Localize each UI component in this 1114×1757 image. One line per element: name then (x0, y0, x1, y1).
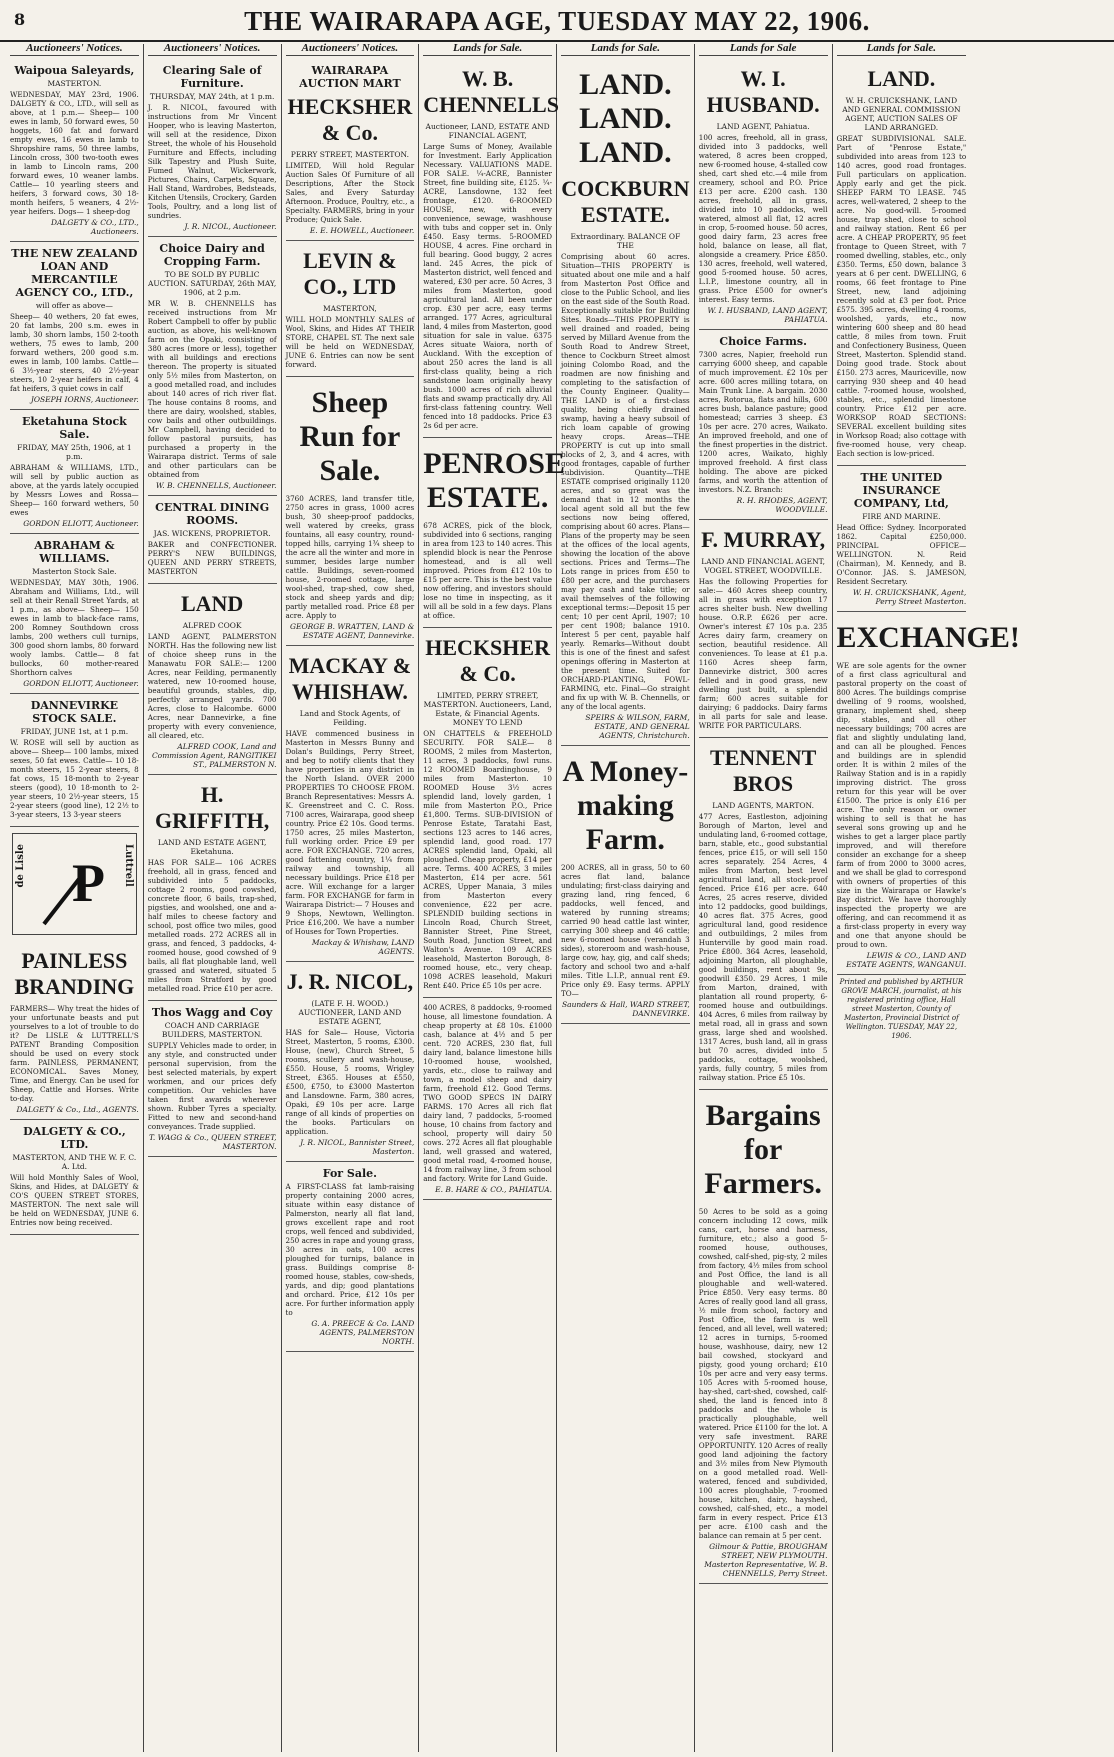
advertisement (286, 241, 415, 377)
advertisement (148, 59, 277, 237)
ad-title: Thos Wagg and Coy (151, 1006, 273, 1019)
advertisement (561, 746, 690, 1024)
ad-heading: PAINLESS BRANDING (14, 948, 135, 999)
ad-title: For Sale. (322, 1167, 377, 1180)
ad-body: LAND AGENT, PALMERSTON NORTH. Has the following new list of choice sheep runs in the Manawatu FOR SALE:— 1200 Acres, near Feilding, permanently watered, new 10-roomed house, beautiful grounds, stables, dip, perfectly arranged yards. 700 Acres, close to Halcombe. 6000 Acres, near Dannevirke, a fine property with every convenience, all cleared, etc. (147, 632, 277, 740)
ad-signature: ALFRED COOK, Land and Commission Agent, RANGITIKEI ST., PALMERSTON N. (151, 742, 277, 769)
column-header: Auctioneers' Notices. (10, 44, 139, 56)
advertisement (286, 59, 415, 241)
masthead (0, 0, 1114, 42)
ad-body: J. R. NICOL, favoured with instructions from Mr Vincent Hooper, who is leaving Masterton, will sell at the residence, Dixon Street, the whole of his Household Furniture and Effects, including Silk Tapestry and Plush Suite, Fumed Walnut, Wickerwork, Pictures, Chairs, Carpets, Square, Hall Stand, Wardrobes, Bedsteads, Kitchen Utensils, Crockery, Garden Tools, Poultry, and a long list of sundries. (147, 103, 277, 220)
ad-body: A FIRST-CLASS fat lamb-raising property containing 2000 acres, situate within easy distance of Palmerston, nearly all flat land, grows excellent rape and root crops, well fenced and subdivided, 250 acres in rape and young grass, 30 acres in oats, 100 acres ploughed for turnips, balance in grass. Buildings comprise 8-roomed house, stables, cow-sheds, yards, and dip; good plantations and orchard. Price, £12 10s per acre. For further information apply to (285, 1182, 415, 1317)
column-header: Lands for Sale. (561, 44, 690, 56)
ad-title: THE UNITED INSURANCE COMPANY, Ltd, (853, 471, 949, 510)
advertisement (10, 59, 139, 242)
ad-heading: W. B. CHENNELLS (423, 66, 559, 117)
ad-subtitle: FRIDAY, MAY 25th, 1906, at 1 p.m. (17, 443, 132, 461)
ad-body: 3760 ACRES, land transfer title, 2750 acres in grass, 1000 acres bush, 30 sheep-proof paddocks, well watered by creeks, grass fountains, all easy country, round-topped hills, carrying 1¾ sheep to the acre all the winter and more in summer, besides large number cattle. Buildings, seven-roomed house, 2-roomed cottage, large wool-shed, trap-shed, cow shed, stock and sheep yards and dip; partly metalled road. Price £8 per acre. Apply to (285, 494, 415, 620)
newspaper-title: THE WAIRARAPA AGE, TUESDAY MAY 22, 1906. (244, 6, 870, 36)
ad-subtitle: MASTERTON, AND THE W. F. C. A. Ltd. (12, 1153, 137, 1171)
ad-signature: GORDON ELIOTT, Auctioneer. (23, 679, 139, 688)
ad-subtitle: LIMITED, PERRY STREET, MASTERTON. Auctioneers, Land, Estate, & Financial Agents. MONEY TO LEND (423, 691, 552, 727)
ad-body: WILL HOLD MONTHLY SALES of Wool, Skins, and Hides AT THEIR STORE, CHAPEL ST. The next sale will be held on WEDNESDAY, JUNE 6. Entries can now be sent forward. (285, 315, 415, 369)
ad-title: THE NEW ZEALAND LOAN AND MERCANTILE AGENCY CO., LTD., (11, 247, 138, 299)
ad-signature: GORDON ELIOTT, Auctioneer. (23, 519, 139, 528)
column-4 (419, 42, 565, 1752)
ad-body: Will hold Monthly Sales of Wool, Skins, and Hides, at DALGETY & CO'S QUEEN STREET STORES, MASTERTON. The next sale will be held on WEDNESDAY, JUNE 6. Entries now being received. (10, 1173, 139, 1227)
ad-body: WEDNESDAY, MAY 23rd, 1906. DALGETY & CO., LTD., will sell as above, at 1 p.m.— Sheep— 100 ewes in lamb, 50 forward ewes, 50 hoggets, 160 fat and forward empty ewes, 16 ewes in lamb to Shropshire rams, 50 three lambs, Lincoln cross, 300 two-tooth ewes in lamb to Lincoln rams, 200 forward ewes, 10 weaner lambs. Cattle— 10 yearling steers and heifers, 3 forward cows, 30 18-month heifers, 5 weaners, 4 2½-year heifers. Dogs— 1 sheep-dog (10, 90, 139, 216)
brand-label-right: Luttrell (122, 844, 134, 887)
ad-body: 100 acres, freehold, all in grass, divided into 3 paddocks, well watered, 8 acres been cropped, new 6-roomed house, 4-stalled cow shed, cart shed etc.—4 mile from creamery, school and P.O. Price £13 per acre. £200 cash. 130 acres, freehold, all in grass, divided into 10 paddocks, well watered, almost all flat, 12 acres in crop, 5-roomed house. 50 acres, good dairy farm, 23 acres free hold, balance on lease, all flat, alongside a creamery. Price £850. 130 acres, freehold, well watered, good 5-roomed house. 50 acres, L.I.P., limestone country, all in grass. Price £500 for owner's interest. Easy terms. (698, 133, 828, 304)
ad-body: Comprising about 60 acres. Situation—THIS PROPERTY is situated about one mile and a half from Masterton Post Office and close to the Public School, and lies on the east side of the South Road. Exceptionally suitable for Building Sites. Roads—THIS PROPERTY is well drained and roaded, being served by Millard Avenue from the South Road to Andrew Street, thence to Cockburn Street almost joining Colombo Road, and the roadmen are now finishing and completing to the satisfaction of the County Engineer. Quality—THE LAND is of a first-class quality, being chiefly drained swamp, having a heavy subsoil of rich loam capable of growing heavy crops. Areas—THE PROPERTY is cut up into small blocks of 2, 3, and 4 acres, with good frontages, capable of further subdivision. Quantity—THE ESTATE comprised originally 1120 acres, and so great was the demand that in 12 months the local agent sold all but the few sections now being offered, comprising about 60 acres. Plans—Plans of the property may be seen at the offices of the local agents, showing the location of the above sections. Prices and Terms—The Lots range in prices from £50 to £80 per acre, and the purchasers may pay cash and take title; or avail themselves of the following exceptional terms:—Deposit 15 per cent; 10 per cent April, 1907; 10 per cent 1908; balance 1910. Interest 5 per cent, payable half yearly. Remarks—Without doubt this is one of the finest and safest openings offering in Masterton at the present time. Suited for ORCHARD-PLANTING, FOWL-FARMING, etc. Final—Go straight and fix up with W. B. Chennells, or any of the local agents. (561, 252, 690, 711)
ad-heading: COCKBURN ESTATE. (561, 176, 690, 227)
ad-heading: J. R. NICOL, (286, 969, 414, 994)
advertisement (699, 59, 828, 330)
ad-body: Head Office: Sydney. Incorporated 1862. Capital £250,000. PRINCIPAL OFFICE—WELLINGTON. N. Reid (Chairman), M. Kennedy, and B. O'Connor. JAS. S. JAMESON, Resident Secretary. (836, 523, 967, 586)
ad-subtitle: LAND AGENTS, MARTON. (712, 801, 814, 810)
ad-subtitle: W. H. CRUICKSHANK, LAND AND GENERAL COMMISSION AGENT, AUCTION SALES OF LAND ARRANGED. (842, 96, 961, 132)
column-2 (144, 44, 282, 1752)
advertisement (10, 534, 139, 694)
ad-title: Choice Farms. (719, 335, 807, 348)
ad-signature: GEORGE B. WRATTEN, LAND & ESTATE AGENT, Dannevirke. (289, 622, 415, 640)
advertisement (699, 1090, 828, 1584)
ad-subtitle: FIRE AND MARINE. (862, 512, 941, 521)
advertisement (561, 59, 690, 746)
ad-body: 400 ACRES, 8 paddocks, 9-roomed house, all limestone foundation. A cheap property at £8 10s. £1000 cash, balance at 4½ and 5 per cent. 720 ACRES, 230 flat, full dairy land, balance limestone hills 10-roomed house, woolshed, yards, etc., close to railway and town, a model sheep and dairy farm, freehold £12. Good Terms. TWO GOOD SPECS IN DAIRY FARMS. 170 Acres all rich flat dairy land, 7 paddocks, 5-roomed house, 10 chains from factory and school, property will dairy 50 cows. 272 Acres all flat ploughable land, well grassed and watered, good metal road, 4-roomed house, 14 from railway line, 3 from school and factory. Write for Land Guide. (423, 1003, 552, 1183)
ad-heading: W. I. HUSBAND. (706, 66, 820, 117)
ad-subtitle: LAND AND ESTATE AGENT, Eketahuna. (157, 838, 267, 856)
advertisement (423, 998, 552, 1200)
advertisement (10, 1120, 139, 1235)
ad-title: Waipoua Saleyards, (14, 64, 135, 77)
ad-body: GREAT SUBDIVISIONAL SALE. Part of "Penrose Estate," subdivided into areas from 123 to 140 acres, good road frontages. Full particulars on application. Apply early and get the pick. SHEEP FARM TO LEASE. 745 acres, well-watered, 2 sheep to the acre. No good-will. 5-roomed house, trap shed, close to school and railway station. Rent £6 per acre. A CHEAP PROPERTY, 95 feet frontage to Queen Street, with 7 roomed dwelling, stables, etc., only £350. Terms, £50 down, balance 3 years at 6 per cent. DWELLING, 6 rooms, 66 feet frontage to Pine Street, new, land adjoining recently sold at £3 per foot. Price £575. 395 acres, dwelling 4 rooms, woolshed, yards, etc., now wintering 600 sheep and 80 head cattle, 8 miles from town. Fruit and Confectionery Business, Queen Street, Masterton. Splendid stand. Doing good trade. Stock about £150. 273 acres, Mauriceville, now carrying 930 sheep and 40 head cattle. 7-roomed house, woolshed, stables, etc., splendid limestone country. Price £12 per acre. WORKSOP ROAD SECTIONS: SEVERAL excellent building sites in Worksop Road; also cottage with five-roomed house, very cheap. Each section is low-priced. (836, 134, 967, 458)
ad-body: HAS FOR SALE— 106 ACRES freehold, all in grass, fenced and subdivided into 5 paddocks, cottage 2 rooms, good cowshed, concrete floor, 6 bails, trap-shed, pigsties, and woolshed, one and a-half miles to cheese factory and school, post office two miles, good metalled roads. 272 ACRES all in grass, and fenced, 3 paddocks, 4-roomed house, good cowshed of 9 bails, all flat ploughable land, well grassed and watered, situated 5 miles from Stratford by good metalled road. Price £10 per acre. (147, 858, 277, 993)
ad-signature: E. E. HOWELL, Auctioneer. (309, 226, 415, 235)
ad-subtitle: THURSDAY, MAY 24th, at 1 p.m. (149, 92, 275, 101)
ad-title: DALGETY & CO., LTD. (23, 1125, 126, 1151)
ad-heading: LEVIN & CO., LTD (303, 248, 397, 299)
ad-subtitle: COACH AND CARRIAGE BUILDERS, MASTERTON. (161, 1021, 263, 1039)
ad-headline: PENROSE ESTATE. (423, 447, 565, 514)
advertisement (10, 242, 139, 410)
columns-container (6, 44, 1108, 1752)
ad-heading: HECKSHER & Co. (287, 94, 413, 145)
ad-signature: DALGETY & CO., LTD., Auctioneers. (50, 218, 139, 236)
advertisement (837, 466, 967, 612)
ad-title: Eketahuna Stock Sale. (21, 415, 127, 441)
ad-body: MR W. B. CHENNELLS has received instructions from Mr Robert Campbell to offer by public auction, as above, his well-known farm on the Opaki, consisting of 380 acres (more or less), together with all buildings and erections thereon. The property is situated only 5½ miles from Masterton, on a good metalled road, and includes about 140 acres of rich river flat. The house contains 8 rooms, and there are dairy, woolshed, stables, cow bails and other outbuildings. Mr Campbell, having decided to follow pastoral pursuits, has purchased a property in the Wairarapa district. Terms of sale and other particulars can be obtained from (147, 299, 277, 479)
column-header: Auctioneers' Notices. (286, 44, 415, 56)
svg-text:P: P (72, 853, 106, 913)
advertisement (699, 330, 828, 520)
ad-body: Has the following Properties for sale:— 460 Acres sheep country, all in grass with exception 17 acres shelter bush. New dwelling house. O.R.P. £626 per acre. Owner's interest £7 10s p.a. 235 Acres dairy farm, creamery on section, beautiful residence. All conveniences. To lease at £1 p.a. 1160 Acres sheep farm, Dannevirke district, 300 acres felled and in good grass, new dwelling just built, a splendid farm; 600 acres suitable for dairying; 6 paddocks. Dairy farms in all parts for sale and lease. WRITE FOR PARTICULARS. (698, 577, 828, 730)
ad-subtitle: (LATE F. H. WOOD.) AUCTIONEER, LAND AND ESTATE AGENT, (298, 999, 402, 1026)
advertisement (148, 237, 277, 496)
ad-headline: Sheep Run for Sale. (299, 386, 401, 487)
ad-headline: A Money-making Farm. (562, 755, 689, 856)
branding-illustration (12, 833, 137, 935)
ad-heading: MACKAY & WHISHAW. (288, 653, 412, 704)
advertisement (148, 1001, 277, 1157)
ad-subtitle: Auctioneer, LAND, ESTATE AND FINANCIAL AGENT, (425, 122, 550, 140)
ad-title: DANNEVIRKE STOCK SALE. (30, 699, 119, 725)
advertisement (10, 694, 139, 827)
advertisement (286, 962, 415, 1162)
ad-body: ON CHATTELS & FREEHOLD SECURITY. FOR SALE— 8 ROOMS, 2 miles from Masterton, 11 acres, 3 paddocks, fowl runs. 12 ROOMED Boardinghouse, 9 miles from Masterton. 10 ROOMED House 3½ acres splendid land, lovely garden, 1 mile from Masterton P.O., Price £1,800. Terms. SUB-DIVISION of Penrose Estate, Taratahi East, sections 123 acres to 146 acres, splendid land, good road. 177 ACRES splendid land, Opaki, all ploughed. Cheap property, £14 per acre. Terms. 400 ACRES, 3 miles Masterton, £14 per acre. 561 ACRES, Upper Manaia, 3 miles from Masterton every convenience, £22 per acre. SPLENDID building sections in Lincoln Road, Church Street, Bannister Street, Pine Street, South Road, Junction Street, and Walton's Avenue. 109 ACRES leasehold, Masterton Borough, 8-roomed house, etc., very cheap. 1098 ACRES leasehold, Makuri Rent £40. Price £5 10s per acre. (423, 729, 552, 990)
ad-subtitle: LAND AGENT, Pahiatua. (716, 122, 810, 131)
ad-subtitle: PERRY STREET, MASTERTON. (290, 150, 409, 159)
ad-body: 477 Acres, Eastleston, adjoining Borough of Marton, level and undulating land, 6-roomed cottage, barn, stable, etc., good substantial fences, price £15, or will sell 150 acres separately. 254 Acres, 4 miles from Marton, best level agricultural land, all stock-proof fenced. Price £16 per acre. 640 Acres, 25 acres reserve, divided into 12 paddocks, good buildings, 40 acres flat. 375 Acres, good agricultural land, good residence and outbuildings, 2 miles from Hunterville by good main road. Price £800. 364 Acres, leasehold, adjoining Marton, all ploughable, good buildings, rent about 9s, goodwill £350. 29 Acres, 1 mile from Marton, drained, with plantation all round property, 6-roomed house and outbuildings. 404 Acres, 6 miles from railway by metal road, all in grass and sown grass, large shed and woolshed. 1317 Acres, bush land, all in grass but 70 acres, divided into 5 paddocks, cottage, woolshed, yards, fully country, 5 miles from railway station. Price £5 10s. (698, 812, 828, 1082)
ad-heading: LAND. (867, 66, 936, 91)
ad-signature: J. R. NICOL, Bannister Street, Masterton. (300, 1138, 415, 1156)
ad-subtitle: Extraordinary. BALANCE OF THE (570, 232, 681, 250)
ad-signature: Saunders & Hall, WARD STREET, DANNEVIRKE. (561, 1000, 690, 1018)
ad-subtitle: FRIDAY, JUNE 1st, at 1 p.m. (20, 727, 129, 736)
ad-heading: TENNENT BROS (709, 745, 817, 796)
column-6 (695, 44, 833, 1752)
advertisement (286, 377, 415, 646)
ad-subtitle: MASTERTON, (322, 304, 377, 313)
advertisement (423, 59, 559, 438)
ad-subtitle: TO BE SOLD BY PUBLIC AUCTION. SATURDAY, 26th MAY, 1906, at 2 p.m. (147, 270, 277, 297)
ad-signature: W. H. CRUICKSHANK, Agent, Perry Street Masterton. (852, 588, 967, 606)
column-header: Lands for Sale (699, 44, 828, 56)
ad-title: Choice Dairy and Cropping Farm. (159, 242, 265, 268)
ad-signature: T. WAGG & Co., QUEEN STREET, MASTERTON. (148, 1133, 277, 1151)
advertisement (148, 584, 277, 775)
branding-iron-icon (34, 839, 114, 929)
advertisement (148, 496, 277, 584)
ad-heading: LAND (180, 591, 244, 616)
ad-body: HAVE commenced business in Masterton in Messrs Bunny and Dolan's Buildings, Perry Street, and beg to notify clients that they have properties in any district in the North Island. OVER 2000 PROPERTIES TO CHOOSE FROM. Branch Representatives: Messrs A. K. Greenstreet and C. C. Ross. 7100 acres, Wairarapa, good sheep country. Price £2 10s. Good terms. 1750 acres, 25 miles Masterton, full working order. Price £9 per acre. FOR EXCHANGE. 720 acres, good fattening country, 1¼ from railway and township, all necessary buildings. Price £18 per acre. Will exchange for a larger farm. FOR EXCHANGE for farm in Wairarapa District:— 7 Houses and 9 Shops, Newtown, Wellington. Price £16,200. We have a number of Houses for Town Properties. (285, 729, 415, 936)
ad-signature: R. H. RHODES, AGENT, WOODVILLE. (736, 496, 828, 514)
ad-subtitle: JAS. WICKENS, PROPRIETOR. (153, 529, 271, 538)
ad-body: Large Sums of Money, Available for Investment. Early Application Necessary. VALUATIONS MADE. FOR SALE. ¼-ACRE, Bannister Street, fine building site, £125. ¼-ACRE, Lansdowne, 132 feet frontage, £120. 6-ROOMED HOUSE, new, with every convenience, sewage, washhouse with tubs and copper set in. Only £450. Easy terms. 5-ROOMED HOUSE, 4 acres. Fine orchard in full bearing. Good buggy, 2 acres land. 245 Acres, the pick of Masterton district, well fenced and watered, £30 per acre. 50 Acres, 3 miles from Masterton, good agricultural land. All been under crop. £30 per acre, easy terms arranged. 177 Acres, agricultural land, 4 miles from Masterton, good situation for sale in value. 6375 Acres situate Waiora, north of Auckland. With the exception of about 250 acres the land is all first-class quality, being a rich sandstone loam originally heavy bush. 1000 acres of rich alluvial flats and swamp practically dry. All first-class fattening country. Well fenced into 18 paddocks. Price £3 2s 6d per acre. (423, 142, 552, 430)
ad-title: ABRAHAM & WILLIAMS. (34, 539, 115, 565)
ad-body: FARMERS— Why treat the hides of your unfortunate beasts and put yourselves to a lot of trouble to do it? De LISLE & LUTTRELL'S PATENT Branding Composition should be used on every stock farm. PAINLESS, PERMANENT, ECONOMICAL. Saves Money, Time, and Energy. Can be used for Sheep, Cattle and Horses. Write to-day. (10, 1004, 139, 1103)
ad-title: CENTRAL DINING ROOMS. (155, 501, 270, 527)
ad-signature: SPEIRS & WILSON, FARM, ESTATE, AND GENERAL AGENTS, Christchurch. (585, 713, 690, 740)
advertisement (423, 628, 552, 998)
column-5 (557, 44, 695, 1752)
ad-body: 200 ACRES, all in grass, 50 to 60 acres flat land, balance undulating; first-class dairying and grazing land, ring fenced, 6 paddocks, well fenced, and watered by running streams; carried 90 head cattle last winter, carrying 300 sheep and 46 cattle; new 6-roomed house (verandah 3 sides), storeroom and wash-house, large cow, hay, gig, and calf sheds; factory and school two and a-half miles. Title L.I.P., annual rent £9. Price only £9. Easy terms. APPLY TO— (561, 863, 690, 998)
imprint-footer: Printed and published by ARTHUR GROVE MARCH, journalist, at his registered printing office, Hall street Masterton, County of Masterton, Provincial District of Wellington. TUESDAY, MAY 22, 1906. (839, 978, 964, 1040)
ad-headline: LAND. LAND. LAND. (579, 68, 672, 169)
ad-body: W. ROSE will sell by auction as above— Sheep— 100 lambs, mixed sexes, 50 fat ewes. Cattle— 10 18-month steers, 15 2-year steers, 8 fat cows, 15 18-month to 2-year steers (good), 10 18-month to 2-year steers, 10 2½-year steers, 15 2-year steers (good line), 12 2½ to 3-year steers, 13 3-year steers (10, 738, 139, 819)
ad-subtitle: Land and Stock Agents, of Feilding. (299, 709, 400, 727)
advertisement (148, 775, 277, 1001)
ad-signature: W. I. HUSBAND, LAND AGENT, PAHIATUA. (707, 306, 828, 324)
ad-title: WAIRARAPA AUCTION MART (299, 64, 401, 90)
ad-body: 678 ACRES, pick of the block, subdivided into 6 sections, ranging in area from 123 to 140 acres. This splendid block is near the Penrose homestead, and is all well improved. Prices from £12 10s to £15 per acre. This is the best value now offering, and investors should lose no time in inspecting, as it will all be sold in a few days. Plans at office. (423, 521, 552, 620)
ad-signature: LEWIS & CO., LAND AND ESTATE AGENTS, WANGANUI. (846, 951, 967, 969)
ad-subtitle: LAND AND FINANCIAL AGENT, VOGEL STREET, WOODVILLE. (701, 557, 825, 575)
ad-heading: H. GRIFFITH, (154, 782, 270, 833)
brand-label-left: de Lisle (15, 844, 26, 888)
ad-signature: E. B. HARE & CO., PAHIATUA. (435, 1185, 552, 1194)
ad-signature: W. B. CHENNELLS, Auctioneer. (155, 481, 277, 490)
ad-headline: Bargains for Farmers. (704, 1099, 822, 1200)
column-1 (6, 44, 144, 1752)
ad-subtitle: ALFRED COOK (182, 621, 242, 630)
ad-body: 7300 acres, Napier, freehold run carrying 6000 sheep, and capable of much improvement. £2 10s per acre. 600 acres milling totara, on Main Trunk Line. A bargain. 2030 acres, Rotorua, flats and hills, 600 acres bush, balance pasture; good homestead; carries 3 sheep. £3 10s per acre. 270 acres, Waikato. An improved freehold, and one of the finest properties in the district. 1200 acres, Waikato, highly improved freehold. A first class holding. The above are picked farms, and worth the attention of investors. N.Z. Branch: (698, 350, 828, 494)
ad-body: HAS for Sale— House, Victoria Street, Masterton, 5 rooms, £300. House, (new), Church Street, 5 rooms, scullery and wash-house, £550. House, 5 rooms, Wrigley Street, £365. Houses at £550, £500, £750, to £3000 Masterton and Lansdowne. Farm, 380 acres, Opaki, £9 10s per acre. Large range of all kinds of properties on the books. Particulars on application. (285, 1028, 415, 1136)
column-7 (833, 42, 1020, 1752)
ad-subtitle: MASTERTON. (47, 79, 102, 88)
advertisement (10, 941, 139, 1120)
page-number: 8 (14, 10, 26, 29)
ad-signature: Gilmour & Pattie, BROUGHAM STREET, NEW PLYMOUTH. Masterton Representative, W. B. CHENNELLS, Perry Street. (704, 1542, 828, 1578)
advertisement (836, 612, 1020, 975)
ad-subtitle: Masterton Stock Sale. (32, 567, 117, 576)
ad-body: LIMITED, Will hold Regular Auction Sales Of Furniture of all Descriptions, After the Stock Sales, and Every Saturday Afternoon. Produce, Poultry, etc., a Specialty. FARMERS, bring in your Produce; Quick Sale. (285, 161, 415, 224)
ad-body: 50 Acres to be sold as a going concern including 12 cows, milk cans, cart, horse and harness, furniture, etc.; also a good 5-roomed house, outhouses, cowshed, calf-shed, pig-sty, 2 miles from factory, 4½ miles from school and Post Office, the land is all ploughable and well-watered. Price £850. Very easy terms. 80 Acres of really good land all grass, ½ mile from school, factory and Post Office, the farm is well fenced, and all level, well watered; 12 acres in turnips, 5-roomed house, washhouse, dairy, new 12 bail cowshed, stockyard and pigsty, good young orchard; £10 10s per acre and very easy terms. 105 Acres with 5-roomed house, hay-shed, cart-shed, cowshed, calf-shed, the land is fenced into 8 paddocks and the whole is practically ploughable, well watered. Price £1100 for the lot. A very safe investment. RARE OPPORTUNITY. 120 Acres of really good land adjoining the factory and 3½ miles from New Plymouth on a good metalled road. Well-watered, fenced and subdivided, 100 acres ploughable, 7-roomed house, kitchen, dairy, hayshed, cowshed, calf-shed, etc., a model farm in every respect. Price £13 per acre. £100 cash and the balance can remain at 5 per cent. (698, 1207, 828, 1540)
advertisement (286, 646, 415, 962)
ad-signature: G. A. PREECE & Co. LAND AGENTS, PALMERSTON NORTH. (311, 1319, 415, 1346)
ad-signature: Mackay & Whishaw, LAND AGENTS. (311, 938, 415, 956)
column-header: Lands for Sale. (837, 44, 967, 56)
column-header: Auctioneers' Notices. (148, 44, 277, 56)
ad-body: SUPPLY Vehicles made to order, in any style, and constructed under personal supervision, from the best selected materials, by expert workmen, and our prices defy competition. Our vehicles have taken first awards wherever shown. Rubber Tyres a specialty. Fitted to new and second-hand conveyances. Trade supplied. (147, 1041, 277, 1131)
column-header: Lands for Sale. (423, 44, 552, 56)
ad-heading: HECKSHER & Co. (425, 635, 550, 686)
ad-body: ABRAHAM & WILLIAMS, LTD., will sell by public auction as above, at the yards lately occupied by Messrs Lowes and Rossa— Sheep— 160 forward wethers, 50 ewes (10, 463, 139, 517)
column-3 (282, 44, 420, 1752)
advertisement (423, 438, 565, 628)
ad-signature: J. R. NICOL, Auctioneer. (184, 222, 277, 231)
advertisement (837, 59, 967, 466)
ad-headline: EXCHANGE! (836, 621, 1020, 654)
ad-body: BAKER and CONFECTIONER. PERRY'S NEW BUILDINGS, QUEEN AND PERRY STREETS, MASTERTON (147, 540, 277, 576)
advertisement (699, 520, 828, 738)
ad-body: WEDNESDAY, MAY 30th, 1906. Abraham and Williams, Ltd., will sell at their Renall Street Yards, at 1 p.m., as above— Sheep— 150 ewes in lamb to black-face rams, 200 Romney Southdown cross lambs, 200 wethers cull turnips, 300 good shorn lambs, 80 forward wooly lambs. Cattle— 8 fat bullocks, 60 mother-reared Shorthorn calves (10, 578, 139, 677)
ad-body: WE are sole agents for the owner of a first class agricultural and pastoral property on the coast of 800 Acres. The buildings comprise dwelling of 9 rooms, woolshed, granary, implement shed, sheep dip, stables, and all other necessary buildings; 700 acres are flat and slightly undulating land, and can all be ploughed. Fences and buildings are in splendid order. It is within 2 miles of the Railway Station and is in a rapidly improving district. The gross return for this year will be over £1500. The price is only £16 per acre. The only reason or owner wishing to sell is that he has several sons growing up and he wishes to get a larger place partly improved, and will therefore consider an exchange for a sheep farm of from 2000 to 3000 acres, and we shall be glad to correspond with owners of properties of this size in the Wairarapa or Hawke's Bay district. We have thoroughly inspected the property we are offering, and can recommend it as a first-class property in every way and one that anyone should be proud to own. (836, 661, 967, 949)
ad-body: Sheep— 40 wethers, 20 fat ewes, 20 fat lambs, 200 s.m. ewes in lamb, 30 shorn lambs, 150 2-tooth wethers, 75 ewes to lamb, 200 forward wethers, 200 good s.m. ewes in lamb, 100 lambs. Cattle— 6 3½-year steers, 40 2½-year steers, 10 2-year heifers in calf, 4 fat heifers, 3 quiet cows in calf (10, 312, 139, 393)
ad-signature: JOSEPH IORNS, Auctioneer. (30, 395, 139, 404)
ad-signature: DALGETY & Co., Ltd., AGENTS. (16, 1105, 139, 1114)
advertisement (699, 738, 828, 1090)
ad-title: Clearing Sale of Furniture. (162, 64, 262, 90)
advertisement (10, 410, 139, 534)
ad-heading: F. MURRAY, (701, 527, 826, 552)
advertisement (286, 1162, 415, 1352)
ad-subtitle: will offer as above— (35, 301, 113, 310)
